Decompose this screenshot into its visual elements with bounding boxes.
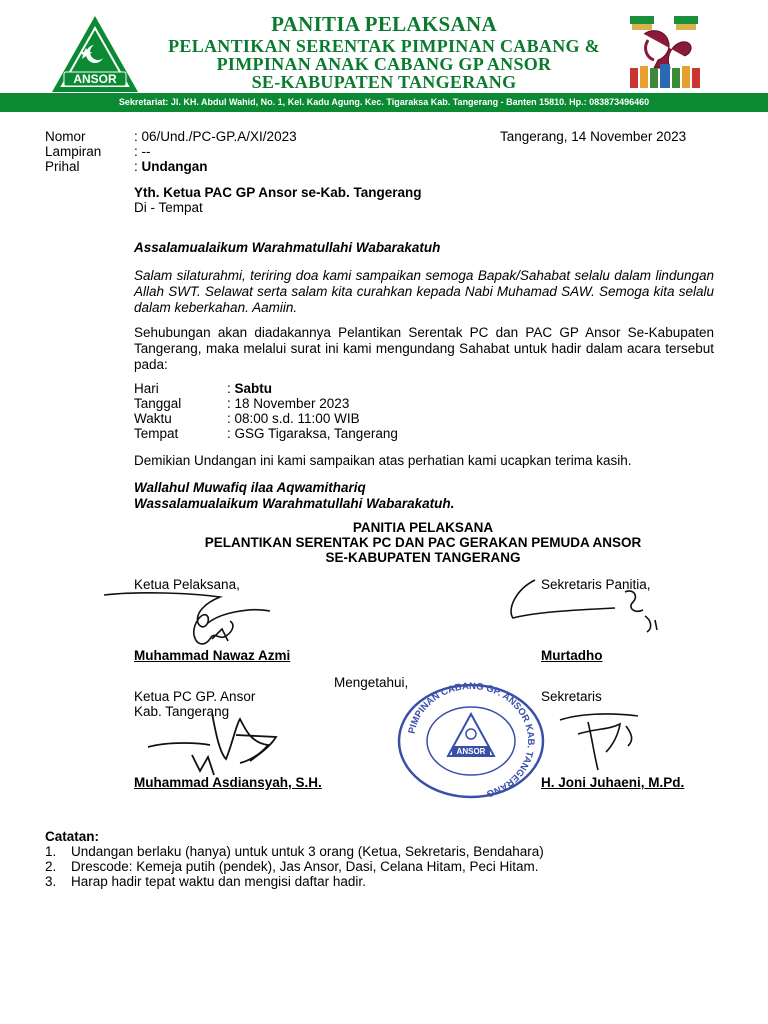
notes-heading: Catatan: <box>45 829 100 844</box>
hari-value: Sabtu <box>234 381 273 396</box>
lampiran-label: Lampiran <box>45 144 102 159</box>
hari-line: : Sabtu <box>227 381 273 396</box>
pc-ketua-signature <box>140 695 300 785</box>
logo-text: ANSOR <box>73 72 117 86</box>
purpose-paragraph: Sehubungan akan diadakannya Pelantikan Serentak PC dan PAC GP Ansor Se-Kabupaten Tangerang, maka melalui surat ini kami mengundang Sahabat untuk hadir dalam acara tersebut pada: <box>134 325 714 372</box>
opening-paragraph: Salam silaturahmi, teriring doa kami sampaikan semoga Bapak/Sahabat selalu dalam lindungan Allah SWT. Selawat serta salam kita curahkan kepada Nabi Muhamad SAW. Semoga kita selalu dalam keberkahan. Aamiin. <box>134 268 714 315</box>
closing-paragraph: Demikian Undangan ini kami sampaikan atas perhatian kami ucapkan terima kasih. <box>134 453 632 468</box>
official-stamp <box>396 682 546 800</box>
committee-line-1: PANITIA PELAKSANA <box>352 520 494 535</box>
ketua-title: Ketua Pelaksana, <box>134 577 240 592</box>
pc-title-2: Kab. Tangerang <box>134 704 230 719</box>
greeting: Assalamualaikum Warahmatullahi Wabarakatuh <box>134 240 441 255</box>
stamp-center: ANSOR <box>456 747 486 756</box>
pc-sekretaris-name: H. Joni Juhaeni, M.Pd. <box>541 775 685 790</box>
prihal-value: Undangan <box>141 159 208 174</box>
sekretaris-signature <box>505 570 675 645</box>
ketua-signature <box>100 583 300 655</box>
prihal-colon: : <box>134 159 142 174</box>
ketua-name: Muhammad Nawaz Azmi <box>134 648 291 663</box>
lampiran-value: : -- <box>134 144 151 159</box>
recipient-place: Di - Tempat <box>134 200 203 215</box>
committee-line-3: SE-KABUPATEN TANGERANG <box>325 550 521 565</box>
letter-date: Tangerang, 14 November 2023 <box>500 129 687 144</box>
pc-ketua-name: Muhammad Asdiansyah, S.H. <box>134 775 322 790</box>
header-line-2: PELANTIKAN SERENTAK PIMPINAN CABANG & <box>168 36 600 56</box>
note-item: Undangan berlaku (hanya) untuk untuk 3 orang (Ketua, Sekretaris, Bendahara) <box>71 844 544 859</box>
wallahul: Wallahul Muwafiq ilaa Aqwamithariq <box>134 480 366 495</box>
waktu-value: : 08:00 s.d. 11:00 WIB <box>227 411 360 426</box>
pc-title-1: Ketua PC GP. Ansor <box>134 689 256 704</box>
address-bar: Sekretariat: Jl. KH. Abdul Wahid, No. 1, Kel. Kadu Agung. Kec. Tigaraksa Kab. Tangerang - Banten 15810. Hp.: 083873496460 <box>0 93 768 112</box>
tempat-label: Tempat <box>134 426 179 441</box>
svg-text:PIMPINAN CABANG GP. ANSOR KAB. <box>407 682 536 799</box>
prihal-label: Prihal <box>45 159 80 174</box>
tanggal-label: Tanggal <box>134 396 182 411</box>
pc-sekretaris-title: Sekretaris <box>541 689 602 704</box>
note-item: Drescode: Kemeja putih (pendek), Jas Ansor, Dasi, Celana Hitam, Peci Hitam. <box>71 859 539 874</box>
wassalam: Wassalamualaikum Warahmatullahi Wabarakatuh. <box>134 496 455 511</box>
nomor-label: Nomor <box>45 129 86 144</box>
prihal-line <box>134 159 208 175</box>
header-line-3: PIMPINAN ANAK CABANG GP ANSOR <box>216 54 552 74</box>
sekretaris-name: Murtadho <box>541 648 603 663</box>
stamp-text: PIMPINAN CABANG GP. ANSOR KAB. TANGERANG <box>406 682 537 799</box>
pc-sekretaris-signature <box>548 700 668 780</box>
tanggal-value: : 18 November 2023 <box>227 396 350 411</box>
tempat-value: : GSG Tigaraksa, Tangerang <box>227 426 398 441</box>
header-line-4: SE-KABUPATEN TANGERANG <box>251 72 517 92</box>
nomor-value: : 06/Und./PC-GP.A/XI/2023 <box>134 129 297 144</box>
note-item: Harap hadir tepat waktu dan mengisi daftar hadir. <box>71 874 366 889</box>
committee-line-2: PELANTIKAN SERENTAK PC DAN PAC GERAKAN PEMUDA ANSOR <box>204 535 642 550</box>
note-number: 1. <box>45 844 57 859</box>
header-title: PANITIA PELAKSANA <box>271 12 497 36</box>
mengetahui: Mengetahui, <box>334 675 409 690</box>
sekretaris-title: Sekretaris Panitia, <box>541 577 651 592</box>
note-number: 3. <box>45 874 57 889</box>
hari-label: Hari <box>134 381 159 396</box>
waktu-label: Waktu <box>134 411 172 426</box>
recipient: Yth. Ketua PAC GP Ansor se-Kab. Tangerang <box>134 185 422 200</box>
note-number: 2. <box>45 859 57 874</box>
